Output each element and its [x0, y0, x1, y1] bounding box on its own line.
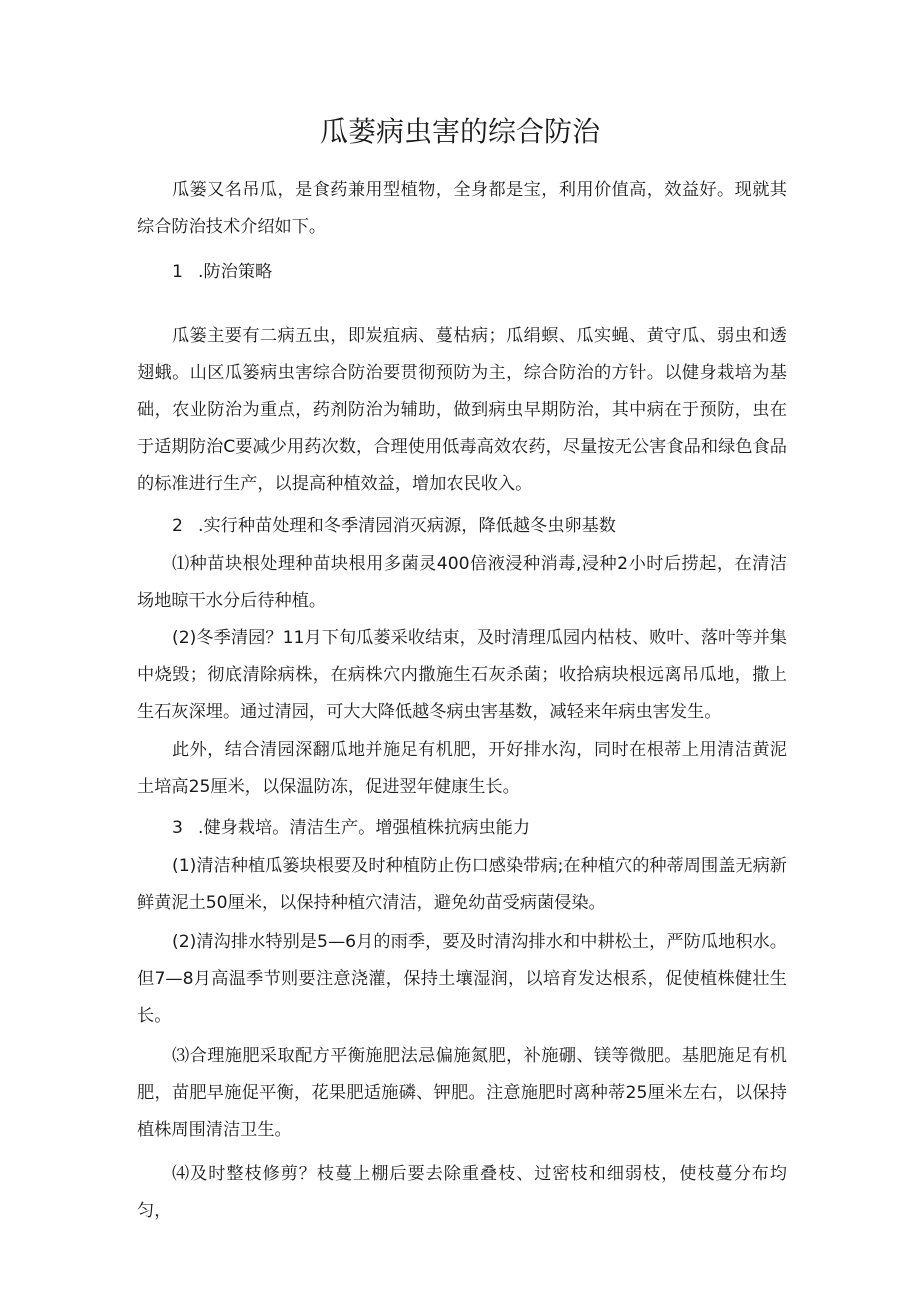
- intro-paragraph: 瓜篓又名吊瓜，是食药兼用型植物，全身都是宝，利用价值高，效益好。现就其综合防治技术介绍如下。: [137, 180, 787, 237]
- section-2-item-2: (2)冬季清园？11月下旬瓜蒌采收结束，及时清理瓜园内枯枝、败叶、落叶等并集中烧毁；彻底清除病株，在病株穴内撒施生石灰杀菌；收拾病块根远离吊瓜地，撒上生石灰深埋。通过清园，可大大降低越冬病虫害基数，减轻来年病虫害发生。: [137, 628, 787, 722]
- section-3-item-1: (1)清洁种植瓜篓块根要及时种植防止伤口感染带病;在种植穴的种蒂周围盖无病新鲜黄泥土50厘米，以保持种植穴清洁，避免幼苗受病菌侵染。: [137, 856, 787, 913]
- section-2-item-1: ⑴种苗块根处理种苗块根用多菌灵400倍液浸种消毒,浸种2小时后捞起，在清洁场地晾干水分后待种植。: [137, 554, 787, 611]
- section-3-item-2: (2)清沟排水特别是5—6月的雨季，要及时清沟排水和中耕松土，严防瓜地积水。但7—8月高温季节则要注意浇灌，保持土壤湿润，以培育发达根系，促使植株健壮生长。: [137, 932, 787, 1026]
- section-3-title: .健身栽培。清洁生产。增强植株抗病虫能力: [198, 818, 531, 838]
- document-title: 瓜蒌病虫害的综合防治: [319, 115, 600, 148]
- section-1-heading: [172, 254, 272, 291]
- section-3-item-4: ⑷及时整枝修剪？枝蔓上棚后要去除重叠枝、过密枝和细弱枝，使枝蔓分布均匀，: [137, 1164, 787, 1221]
- section-3-number: 3: [172, 818, 183, 838]
- section-3-heading: [172, 810, 530, 847]
- section-1-number: 1: [172, 262, 183, 282]
- section-2-item-3: 此外，结合清园深翻瓜地并施足有机肥，开好排水沟，同时在根蒂上用清洁黄泥土培高25厘米，以保温防冻，促进翌年健康生长。: [137, 740, 787, 797]
- section-2-title: .实行种苗处理和冬季清园消灭病源，降低越冬虫卵基数: [198, 516, 616, 536]
- section-3-item-3: ⑶合理施肥采取配方平衡施肥法忌偏施氮肥，补施硼、镁等微肥。基肥施足有机肥，苗肥早施促平衡，花果肥适施磷、钾肥。注意施肥时离种蒂25厘米左右，以保持植株周围清洁卫生。: [137, 1046, 787, 1140]
- section-2-heading: [172, 508, 616, 545]
- section-1-paragraph: 瓜篓主要有二病五虫，即炭疽病、蔓枯病；瓜绢螟、瓜实蝇、黄守瓜、弱虫和透翅蛾。山区瓜篓病虫害综合防治要贯彻预防为主，综合防治的方针。以健身栽培为基础，农业防治为重点，药剂防治为辅助，做到病虫早期防治，其中病在于预防，虫在于适期防治C要减少用药次数，合理使用低毒高效农药，尽量按无公害食品和绿色食品的标准进行生产，以提高种植效益，增加农民收入。: [137, 326, 787, 494]
- section-1-title: .防治策略: [198, 262, 273, 282]
- section-2-number: 2: [172, 516, 183, 536]
